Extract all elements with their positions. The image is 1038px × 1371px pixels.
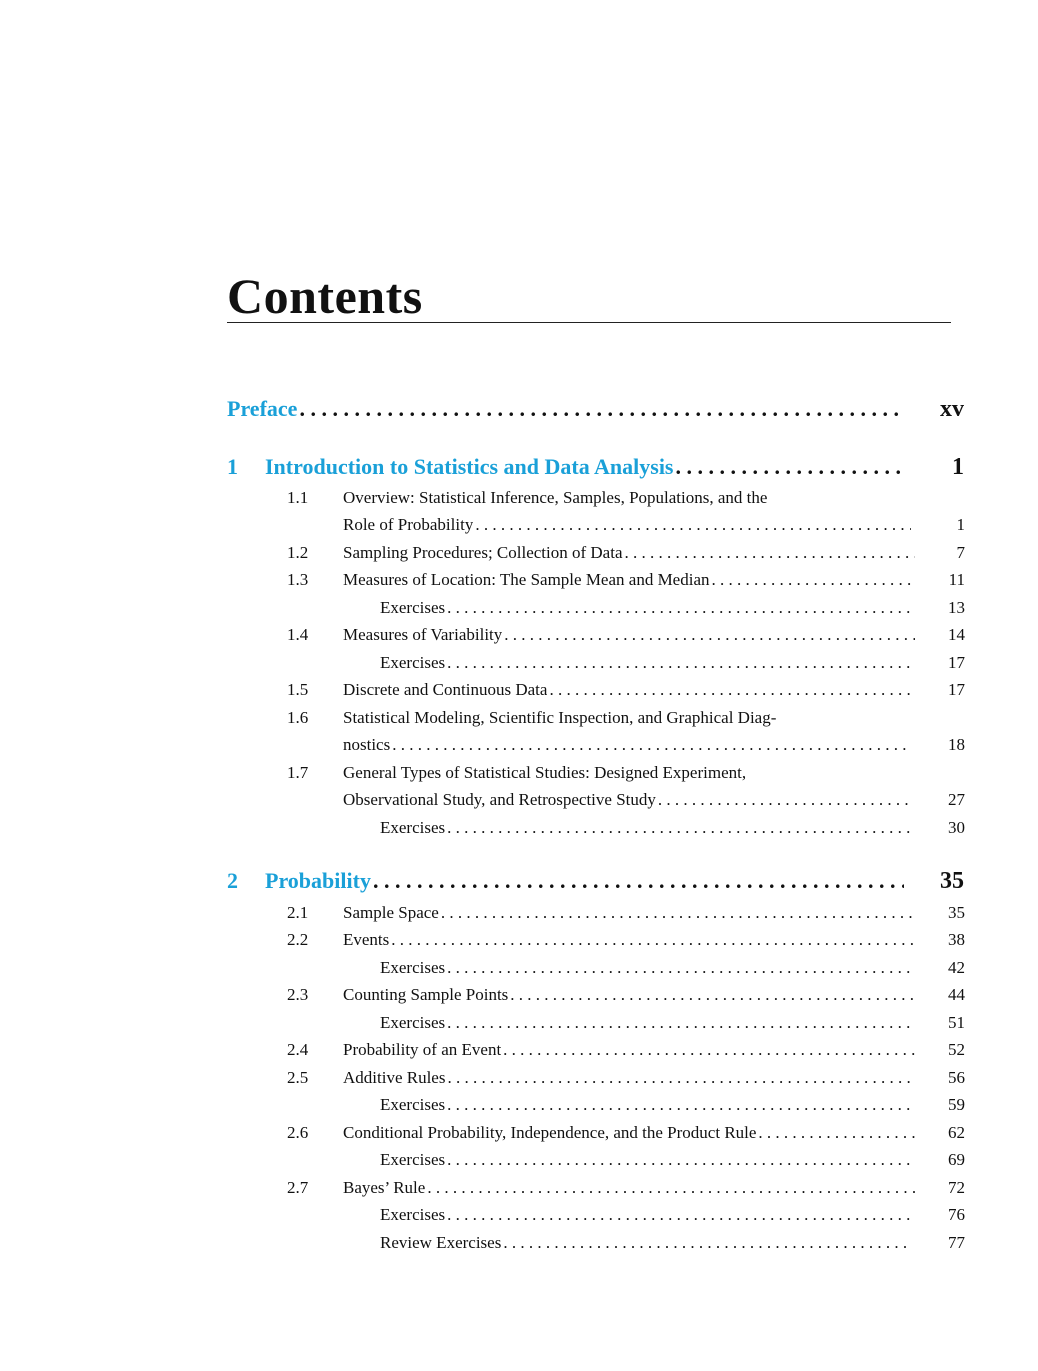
toc-section-1-7[interactable] — [287, 763, 965, 783]
section-number: 1.2 — [287, 543, 309, 562]
toc-entry-page: xv — [940, 396, 964, 422]
section-page: 1 — [956, 515, 965, 534]
dot-leader — [504, 625, 915, 645]
section-page: 35 — [948, 903, 965, 922]
dot-leader — [447, 958, 911, 978]
toc-exercises-1-7[interactable] — [380, 818, 965, 838]
chapter-page: 35 — [940, 868, 964, 894]
section-page: 56 — [948, 1068, 965, 1087]
chapter-title[interactable]: Probability — [265, 868, 371, 893]
section-title-cont[interactable]: Role of Probability — [343, 515, 474, 534]
dot-leader — [625, 543, 916, 563]
toc-section-1-3[interactable] — [287, 570, 965, 590]
toc-section-2-1[interactable] — [287, 903, 965, 923]
exercises-title[interactable]: Exercises — [380, 1205, 446, 1224]
exercises-title[interactable]: Exercises — [380, 958, 446, 977]
section-page: 14 — [948, 625, 965, 644]
toc-section-2-7[interactable] — [287, 1178, 965, 1198]
exercises-page: 59 — [948, 1095, 965, 1114]
toc-section-1-2[interactable] — [287, 543, 965, 563]
toc-section-1-5[interactable] — [287, 680, 965, 700]
section-number: 1.7 — [287, 763, 309, 782]
section-page: 38 — [948, 930, 965, 949]
exercises-title[interactable]: Exercises — [380, 1150, 446, 1169]
exercises-title[interactable]: Exercises — [380, 1095, 446, 1114]
toc-section-1-4[interactable] — [287, 625, 965, 645]
section-title[interactable]: Sample Space — [343, 903, 439, 922]
section-number: 2.3 — [287, 985, 309, 1004]
section-page: 27 — [948, 790, 965, 809]
section-title[interactable]: Counting Sample Points — [343, 985, 509, 1004]
dot-leader — [475, 515, 911, 535]
section-title[interactable]: Additive Rules — [343, 1068, 446, 1087]
toc-entry-title[interactable]: Preface — [227, 396, 298, 421]
page-title: Contents — [227, 268, 423, 324]
toc-section-1-7-cont[interactable] — [343, 790, 965, 810]
exercises-title[interactable]: Exercises — [380, 653, 446, 672]
section-number: 1.6 — [287, 708, 309, 727]
toc-section-2-5[interactable] — [287, 1068, 965, 1088]
section-page: 52 — [948, 1040, 965, 1059]
toc-review-exercises-2[interactable] — [380, 1233, 965, 1253]
dot-leader — [510, 985, 915, 1005]
exercises-page: 69 — [948, 1150, 965, 1169]
chapter-page: 1 — [952, 454, 964, 480]
dot-leader — [447, 1205, 911, 1225]
toc-chapter-2[interactable] — [227, 868, 964, 895]
toc-exercises-2-6[interactable] — [380, 1150, 965, 1170]
section-number: 2.5 — [287, 1068, 309, 1087]
dot-leader — [447, 1013, 911, 1033]
section-title[interactable]: Conditional Probability, Independence, and the Product Rule — [343, 1123, 757, 1142]
section-page: 44 — [948, 985, 965, 1004]
toc-exercises-1-3[interactable] — [380, 598, 965, 618]
toc-section-1-1[interactable] — [287, 488, 965, 508]
toc-section-1-6-cont[interactable] — [343, 735, 965, 755]
section-number: 1.5 — [287, 680, 309, 699]
dot-leader — [447, 818, 911, 838]
review-exercises-title[interactable]: Review Exercises — [380, 1233, 502, 1252]
dot-leader — [658, 790, 911, 810]
section-title[interactable]: Measures of Location: The Sample Mean and Median — [343, 570, 710, 589]
section-page: 17 — [948, 680, 965, 699]
exercises-page: 30 — [948, 818, 965, 837]
toc-section-1-1-cont[interactable] — [343, 515, 965, 535]
dot-leader — [392, 735, 911, 755]
toc-section-2-3[interactable] — [287, 985, 965, 1005]
chapter-number: 2 — [227, 868, 238, 893]
section-number: 2.2 — [287, 930, 309, 949]
section-title[interactable]: Measures of Variability — [343, 625, 503, 644]
exercises-page: 42 — [948, 958, 965, 977]
toc-section-1-6[interactable] — [287, 708, 965, 728]
dot-leader — [447, 1095, 911, 1115]
exercises-title[interactable]: Exercises — [380, 818, 446, 837]
toc-chapter-1[interactable] — [227, 454, 964, 481]
section-number: 1.4 — [287, 625, 309, 644]
exercises-page: 13 — [948, 598, 965, 617]
toc-exercises-2-3[interactable] — [380, 1013, 965, 1033]
dot-leader — [549, 680, 915, 700]
section-number: 2.4 — [287, 1040, 309, 1059]
section-title[interactable]: Discrete and Continuous Data — [343, 680, 548, 699]
exercises-title[interactable]: Exercises — [380, 1013, 446, 1032]
section-page: 7 — [956, 543, 965, 562]
section-title[interactable]: Probability of an Event — [343, 1040, 502, 1059]
toc-section-2-4[interactable] — [287, 1040, 965, 1060]
section-number: 2.7 — [287, 1178, 309, 1197]
dot-leader — [712, 570, 916, 590]
exercises-page: 51 — [948, 1013, 965, 1032]
toc-exercises-2-7[interactable] — [380, 1205, 965, 1225]
dot-leader — [427, 1178, 915, 1198]
toc-entry-preface[interactable] — [227, 396, 964, 423]
dot-leader — [447, 1150, 911, 1170]
dot-leader — [758, 1123, 915, 1143]
review-exercises-page: 77 — [948, 1233, 965, 1252]
dot-leader — [299, 396, 904, 422]
chapter-title[interactable]: Introduction to Statistics and Data Analysis — [265, 454, 674, 479]
section-page: 72 — [948, 1178, 965, 1197]
dot-leader — [441, 903, 915, 923]
section-title[interactable]: Bayes’ Rule — [343, 1178, 426, 1197]
toc-exercises-2-2[interactable] — [380, 958, 965, 978]
dot-leader — [503, 1233, 911, 1253]
chapter-number: 1 — [227, 454, 238, 479]
toc-exercises-1-4[interactable] — [380, 653, 965, 673]
section-title[interactable]: Overview: Statistical Inference, Samples, Populations, and the — [343, 488, 768, 507]
section-title-cont[interactable]: Observational Study, and Retrospective Study — [343, 790, 656, 809]
toc-section-2-6[interactable] — [287, 1123, 965, 1143]
toc-section-2-2[interactable] — [287, 930, 965, 950]
dot-leader — [447, 1068, 915, 1088]
dot-leader — [447, 598, 911, 618]
exercises-page: 17 — [948, 653, 965, 672]
section-page: 62 — [948, 1123, 965, 1142]
section-title-cont[interactable]: nostics — [343, 735, 391, 754]
section-title[interactable]: Statistical Modeling, Scientific Inspection, and Graphical Diag- — [343, 708, 777, 727]
section-title[interactable]: General Types of Statistical Studies: Designed Experiment, — [343, 763, 747, 782]
section-number: 2.1 — [287, 903, 309, 922]
section-number: 2.6 — [287, 1123, 309, 1142]
dot-leader — [391, 930, 915, 950]
exercises-title[interactable]: Exercises — [380, 598, 446, 617]
dot-leader — [676, 454, 905, 480]
section-title[interactable]: Events — [343, 930, 390, 949]
section-number: 1.1 — [287, 488, 309, 507]
section-page: 18 — [948, 735, 965, 754]
dot-leader — [373, 868, 904, 894]
dot-leader — [447, 653, 911, 673]
section-page: 11 — [948, 570, 965, 589]
section-title[interactable]: Sampling Procedures; Collection of Data — [343, 543, 623, 562]
exercises-page: 76 — [948, 1205, 965, 1224]
toc-exercises-2-5[interactable] — [380, 1095, 965, 1115]
section-number: 1.3 — [287, 570, 309, 589]
dot-leader — [503, 1040, 915, 1060]
